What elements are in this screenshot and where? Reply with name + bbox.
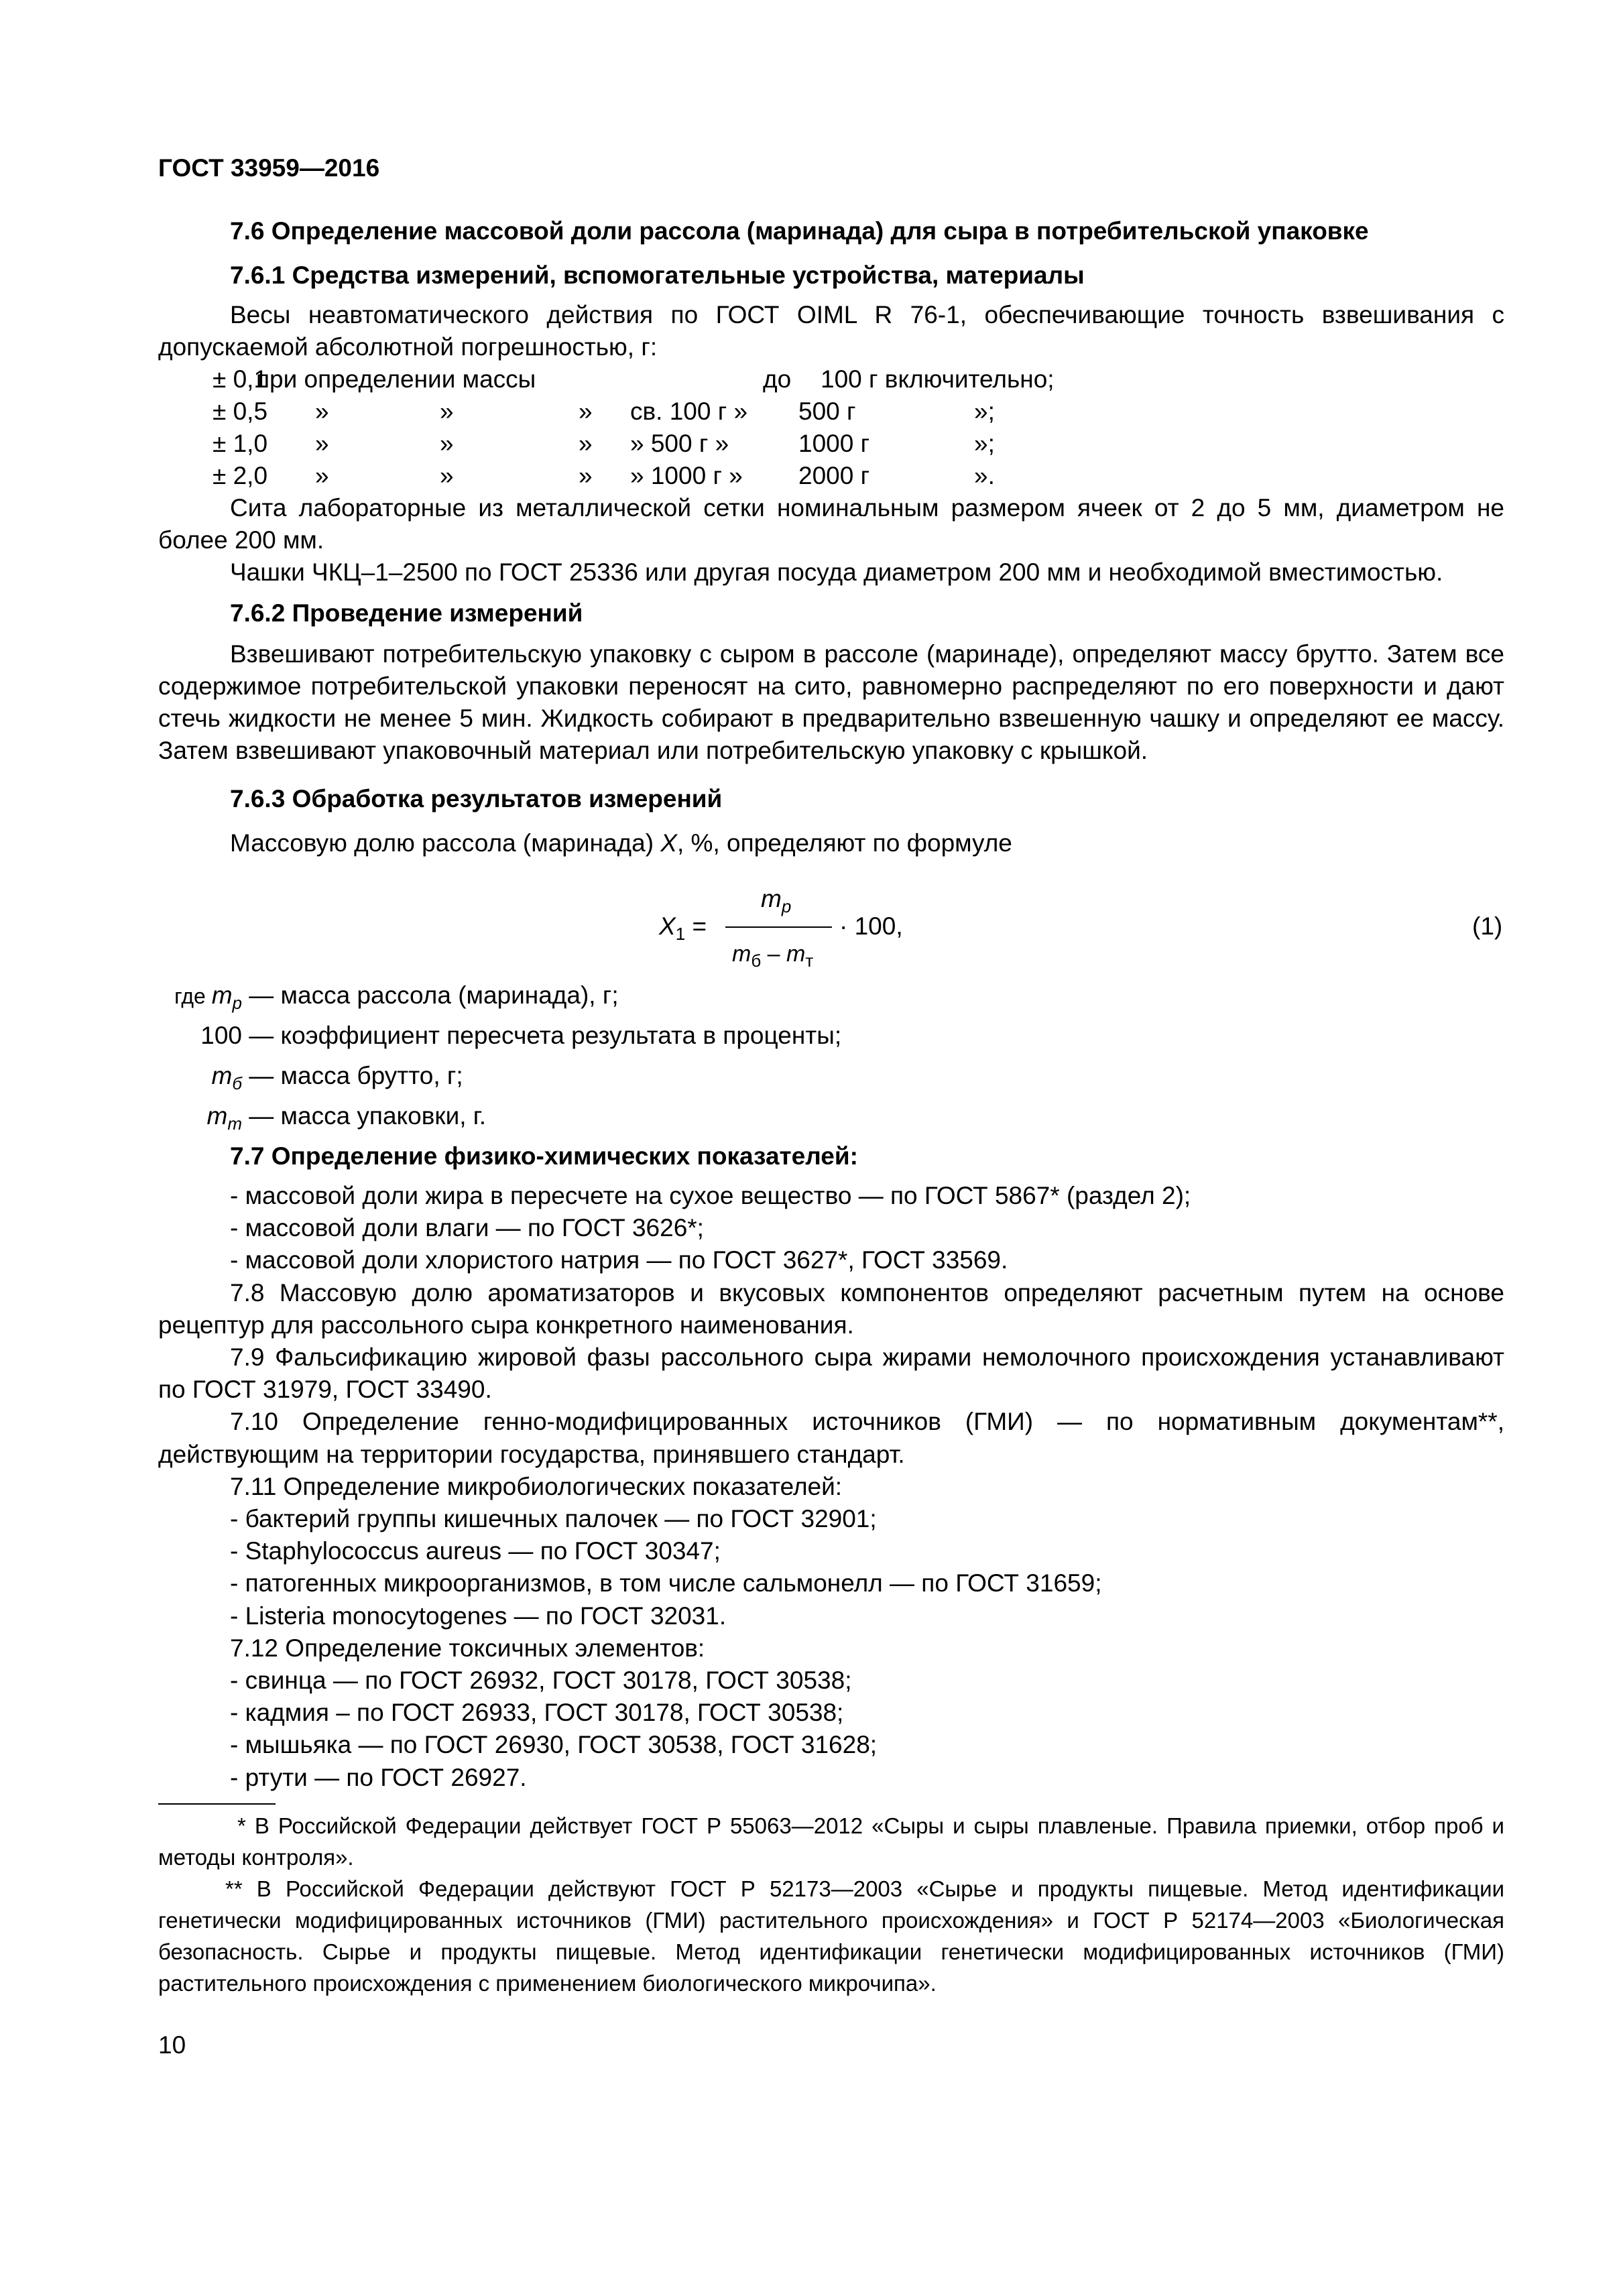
table-cell: » xyxy=(579,462,593,489)
table-cell: » xyxy=(440,462,454,489)
methods-list xyxy=(158,1180,1504,1794)
paragraph-7-8: 7.8 Массовую долю ароматизаторов и вкусовых компонентов определяют расчетным путем на основе рецептур для рассольного сыра конкретного наименования. xyxy=(158,1278,1504,1339)
table-cell: » xyxy=(315,398,329,425)
table-row xyxy=(158,428,1504,460)
table-cell: ± 0,5 xyxy=(213,398,268,425)
table-cell: св. 100 г » xyxy=(630,398,748,425)
table-cell: » xyxy=(440,430,454,457)
footnote-rule xyxy=(158,1803,276,1805)
scales-paragraph: Весы неавтоматического действия по ГОСТ OIML R 76-1, обеспечивающие точность взвешивания с допускаемой абсолютной погрешностью, г: xyxy=(158,301,1504,361)
table-cell: » 1000 г » xyxy=(630,462,743,489)
list-item: - бактерий группы кишечных палочек — по ГОСТ 32901; xyxy=(230,1505,877,1533)
table-cell: ». xyxy=(974,462,995,489)
footnote-1: * В Российской Федерации действует ГОСТ Р 55063—2012 «Сыры и сыры плавленые. Правила приемки, отбор проб и методы контроля». xyxy=(158,1813,1504,1870)
table-cell: » xyxy=(440,398,454,425)
list-item: - массовой доли хлористого натрия — по ГОСТ 3627*, ГОСТ 33569. xyxy=(230,1246,1008,1274)
list-item: - массовой доли влаги — по ГОСТ 3626*; xyxy=(230,1214,704,1242)
table-cell: » xyxy=(579,430,593,457)
page-number: 10 xyxy=(158,2031,186,2059)
table-row xyxy=(158,460,1504,492)
document-header: ГОСТ 33959—2016 xyxy=(158,154,380,182)
formula-intro-text: Массовую долю рассола (маринада) xyxy=(230,829,661,857)
list-item: - Listeria monocytogenes — по ГОСТ 32031. xyxy=(230,1602,727,1630)
list-item: - Staphylococcus aureus — по ГОСТ 30347; xyxy=(230,1537,721,1565)
list-item: - кадмия – по ГОСТ 26933, ГОСТ 30178, ГОСТ 30538; xyxy=(230,1699,844,1727)
table-cell: »; xyxy=(974,430,995,457)
document-page xyxy=(158,152,1504,2061)
formula-intro-var: X xyxy=(660,829,677,857)
section-7-6-heading: 7.6 Определение массовой доли рассола (маринада) для сыра в потребительской упаковке xyxy=(230,217,1369,245)
section-7-7-heading: 7.7 Определение физико-химических показателей: xyxy=(230,1142,858,1170)
paragraph-7-10: 7.10 Определение генно-модифицированных источников (ГМИ) — по нормативным документам**, действующим на территории государства, принявшего стандарт. xyxy=(158,1408,1504,1468)
formula-number: (1) xyxy=(1472,912,1503,940)
list-item: - патогенных микроорганизмов, в том числе сальмонелл — по ГОСТ 31659; xyxy=(230,1569,1102,1597)
formula-numerator: $m_р$ xyxy=(761,885,792,916)
table-cell: ± 0,1 xyxy=(213,365,268,393)
table-cell: ± 2,0 xyxy=(213,462,268,489)
list-item: - массовой доли жира в пересчете на сухое вещество — по ГОСТ 5867* (раздел 2); xyxy=(230,1182,1191,1209)
sieve-paragraph: Сита лабораторные из металлической сетки номинальным размером ячеек от 2 до 5 мм, диаметром не более 200 мм. xyxy=(158,494,1504,554)
paragraph-7-12: 7.12 Определение токсичных элементов: xyxy=(230,1634,705,1662)
table-cell: » xyxy=(315,462,329,489)
section-7-6-2-heading: 7.6.2 Проведение измерений xyxy=(230,599,583,627)
table-cell: » 500 г » xyxy=(630,430,729,457)
table-cell: 100 г включительно; xyxy=(821,365,1055,393)
fraction-bar xyxy=(725,926,832,928)
list-item: - ртути — по ГОСТ 26927. xyxy=(230,1763,527,1791)
list-item: - свинца — по ГОСТ 26932, ГОСТ 30178, ГОСТ 30538; xyxy=(230,1667,852,1695)
definition-item: $m_т$ — масса упаковки, г. xyxy=(206,1102,487,1134)
formula-tail: · 100, xyxy=(839,912,903,940)
table-row xyxy=(158,363,1504,396)
definition-item: 100 — коэффициент пересчета результата в проценты; xyxy=(200,1022,842,1049)
paragraph-7-11: 7.11 Определение микробиологических показателей: xyxy=(230,1472,843,1500)
formula-denominator: $m_б - m_т$ xyxy=(732,941,814,971)
table-cell: » xyxy=(315,430,329,457)
table-row xyxy=(158,396,1504,428)
section-7-6-3-heading: 7.6.3 Обработка результатов измерений xyxy=(230,785,723,812)
table-cell: »; xyxy=(974,398,995,425)
table-cell: ± 1,0 xyxy=(213,430,268,457)
table-cell: до xyxy=(763,365,792,393)
table-cell: » xyxy=(579,398,593,425)
formula-intro-text-2: , %, определяют по формуле xyxy=(676,829,1012,857)
list-item: - мышьяка — по ГОСТ 26930, ГОСТ 30538, ГОСТ 31628; xyxy=(230,1731,878,1759)
table-cell: 1000 г xyxy=(798,430,870,457)
paragraph-7-9: 7.9 Фальсификацию жировой фазы рассольного сыра жирами немолочного происхождения устанавливают по ГОСТ 31979, ГОСТ 33490. xyxy=(158,1343,1504,1404)
formula-lhs: $X_1$ = xyxy=(659,912,707,944)
table-cell: при определении массы xyxy=(256,365,536,393)
cups-paragraph: Чашки ЧКЦ–1–2500 по ГОСТ 25336 или другая посуда диаметром 200 мм и необходимой вместимостью. xyxy=(230,558,1443,586)
tolerance-table xyxy=(158,363,1504,492)
table-cell: 2000 г xyxy=(798,462,870,489)
footnote-2: ** В Российской Федерации действуют ГОСТ Р 52173—2003 «Сырье и продукты пищевые. Метод идентификации генетически модифицированных источников (ГМИ) растительного происхождения» и ГОСТ Р 52174—2003 «Биологическая безопасность. Сырье и продукты пищевые. Метод идентификации генетически модифицированных источников (ГМИ) растительного происхождения с применением биологического микрочипа». xyxy=(158,1876,1504,1996)
definitions xyxy=(158,979,1504,1140)
formula-intro xyxy=(158,827,1504,859)
section-7-6-1-heading: 7.6.1 Средства измерений, вспомогательные устройства, материалы xyxy=(230,261,1085,289)
procedure-paragraph: Взвешивают потребительскую упаковку с сыром в рассоле (маринаде), определяют массу брутто. Затем все содержимое потребительской упаковки переносят на сито, равномерно распределяют по его поверхности и дают стечь жидкости не менее 5 мин. Жидкость собирают в предварительно взвешенную чашку и определяют ее массу. Затем взвешивают упаковочный материал или потребительскую упаковку с крышкой. xyxy=(158,640,1504,764)
table-cell: 500 г xyxy=(798,398,856,425)
definition-item: где $m_р$ — масса рассола (маринада), г; xyxy=(174,981,619,1013)
formula xyxy=(158,859,1504,979)
definition-item: $m_б$ — масса брутто, г; xyxy=(211,1062,463,1093)
